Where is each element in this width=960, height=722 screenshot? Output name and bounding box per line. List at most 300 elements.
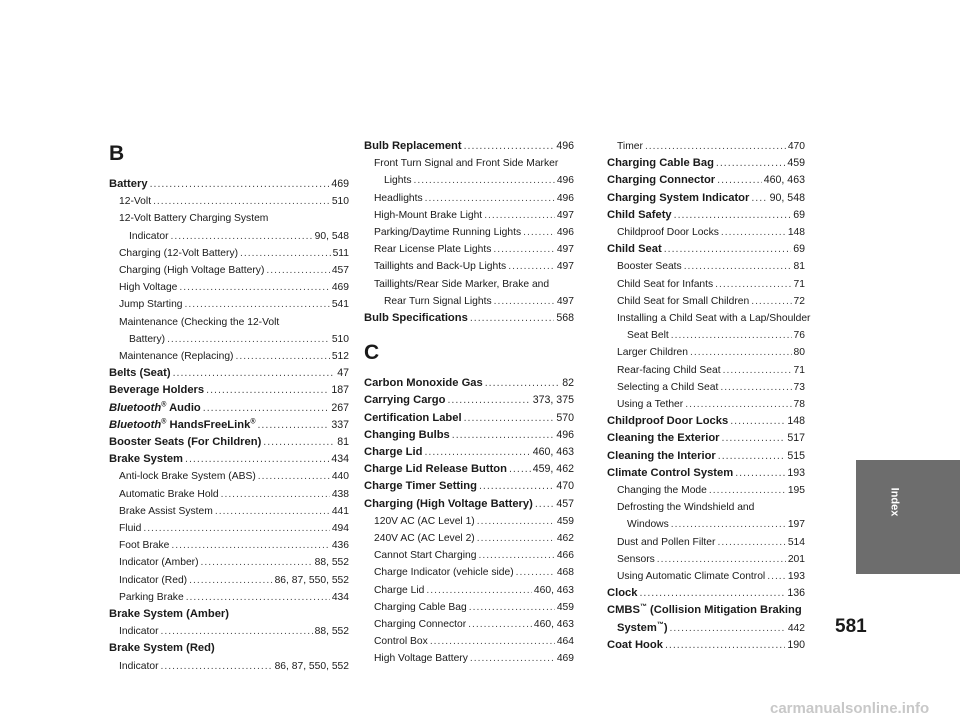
index-entry[interactable] bbox=[607, 190, 805, 207]
index-entry[interactable] bbox=[607, 293, 805, 310]
index-entry[interactable] bbox=[364, 461, 574, 478]
index-entry-pages[interactable]: 460, 463 bbox=[533, 584, 574, 596]
index-entry-pages[interactable]: 90, 548 bbox=[769, 191, 805, 204]
index-entry[interactable] bbox=[364, 582, 574, 599]
index-entry-term: High Voltage bbox=[119, 282, 178, 294]
dot-leader bbox=[469, 599, 555, 616]
index-entry-term: Seat Belt bbox=[627, 330, 669, 342]
index-entry[interactable] bbox=[109, 468, 349, 485]
dot-leader bbox=[751, 190, 767, 207]
index-entry-term: Clock bbox=[607, 587, 638, 600]
index-entry-term: Childproof Door Locks bbox=[607, 415, 729, 428]
index-entry-pages[interactable]: 512 bbox=[331, 351, 349, 363]
index-entry[interactable] bbox=[364, 564, 574, 581]
index-entry-pages[interactable]: 440 bbox=[331, 471, 349, 483]
dot-leader bbox=[721, 224, 786, 241]
dot-leader bbox=[161, 658, 273, 675]
index-entry-pages[interactable]: 193 bbox=[787, 571, 805, 583]
dot-leader bbox=[464, 410, 555, 427]
index-entry-term: Child Safety bbox=[607, 208, 672, 221]
dot-leader bbox=[173, 365, 336, 382]
index-entry-pages[interactable]: 515 bbox=[787, 449, 805, 462]
dot-leader bbox=[215, 503, 330, 520]
index-heading: Brake System (Red) bbox=[109, 642, 215, 655]
index-entry-pages[interactable]: 72 bbox=[793, 295, 805, 307]
index-entry-term: Carrying Cargo bbox=[364, 394, 446, 407]
index-entry-term: Beverage Holders bbox=[109, 384, 205, 397]
index-entry-pages[interactable]: 459 bbox=[556, 601, 574, 613]
index-entry-pages[interactable]: 190 bbox=[787, 638, 805, 651]
index-entry[interactable] bbox=[364, 224, 574, 241]
dot-leader bbox=[671, 516, 786, 533]
index-entry-term: Dust and Pollen Filter bbox=[617, 536, 716, 548]
index-entry[interactable] bbox=[607, 379, 805, 396]
index-entry[interactable] bbox=[364, 241, 574, 258]
index-entry-term: Charge Timer Setting bbox=[364, 480, 477, 493]
index-entry-pages[interactable]: 88, 552 bbox=[314, 557, 349, 569]
index-entry-term: Control Box bbox=[374, 636, 428, 648]
index-entry-pages[interactable]: 469 bbox=[556, 653, 574, 665]
index-entry[interactable] bbox=[607, 207, 805, 224]
dot-leader bbox=[690, 344, 792, 361]
index-entry-pages[interactable]: 470 bbox=[787, 141, 805, 152]
index-heading: Brake System (Amber) bbox=[109, 608, 230, 621]
index-entry[interactable] bbox=[109, 331, 349, 348]
dot-leader bbox=[221, 486, 330, 503]
index-entry-continued: 12-Volt Battery Charging System bbox=[119, 213, 269, 225]
index-entry-continued: Defrosting the Windshield and bbox=[617, 502, 755, 514]
dot-leader bbox=[718, 448, 786, 465]
index-entry[interactable] bbox=[364, 650, 574, 667]
index-entry[interactable] bbox=[607, 362, 805, 379]
index-entry[interactable] bbox=[109, 245, 349, 262]
index-entry[interactable] bbox=[607, 138, 805, 155]
index-entry-pages[interactable]: 511 bbox=[332, 247, 349, 259]
dot-leader bbox=[717, 172, 762, 189]
index-entry-term: System™) bbox=[617, 620, 668, 634]
index-entry[interactable] bbox=[607, 551, 805, 568]
index-entry[interactable] bbox=[364, 444, 574, 461]
index-side-tab[interactable] bbox=[856, 460, 960, 574]
dot-leader bbox=[470, 310, 555, 327]
index-entry-pages[interactable]: 90, 548 bbox=[314, 230, 349, 242]
index-entry-term: Certification Label bbox=[364, 411, 462, 424]
index-entry-term: Larger Children bbox=[617, 347, 688, 359]
index-entry-term: Childproof Door Locks bbox=[617, 227, 719, 239]
dot-leader bbox=[425, 190, 555, 207]
index-entry[interactable] bbox=[364, 392, 574, 409]
index-entry[interactable] bbox=[109, 623, 349, 640]
index-entry-term: Indicator (Amber) bbox=[119, 557, 199, 569]
index-entry-continued: CMBS™ (Collision Mitigation Braking bbox=[607, 603, 802, 617]
index-entry-pages[interactable]: 197 bbox=[787, 519, 805, 531]
index-entry-pages[interactable]: 78 bbox=[793, 399, 805, 411]
dot-leader bbox=[143, 520, 329, 537]
page-number: 581 bbox=[835, 616, 867, 637]
index-entry-term: Battery) bbox=[129, 333, 166, 345]
index-entry-term: Climate Control System bbox=[607, 466, 734, 479]
dot-leader bbox=[426, 582, 532, 599]
index-entry[interactable] bbox=[109, 503, 349, 520]
index-entry-pages[interactable]: 73 bbox=[793, 381, 805, 393]
index-entry[interactable] bbox=[109, 176, 349, 193]
index-entry-pages[interactable]: 187 bbox=[331, 384, 349, 397]
dot-leader bbox=[430, 633, 555, 650]
index-entry-pages[interactable]: 441 bbox=[331, 505, 349, 517]
index-entry-term: Charging Cable Bag bbox=[607, 157, 714, 170]
index-entry[interactable] bbox=[607, 448, 805, 465]
index-entry-pages[interactable]: 468 bbox=[556, 567, 574, 579]
index-entry-term: Bulb Replacement bbox=[364, 140, 462, 152]
index-entry-pages[interactable]: 470 bbox=[556, 480, 574, 493]
dot-leader bbox=[709, 482, 786, 499]
dot-leader bbox=[723, 362, 792, 379]
index-entry-pages[interactable]: 497 bbox=[556, 244, 574, 256]
dot-leader bbox=[266, 262, 329, 279]
index-entry[interactable] bbox=[607, 430, 805, 447]
index-entry[interactable] bbox=[109, 572, 349, 589]
index-entry-pages[interactable]: 570 bbox=[556, 411, 574, 424]
index-entry-pages[interactable]: 337 bbox=[331, 418, 349, 431]
index-entry-term: Charging (High Voltage Battery) bbox=[364, 497, 533, 510]
index-entry[interactable] bbox=[607, 637, 805, 654]
index-entry[interactable] bbox=[364, 496, 574, 513]
index-entry-pages[interactable]: 442 bbox=[787, 622, 805, 634]
index-entry[interactable] bbox=[364, 547, 574, 564]
index-entry-term: Parking Brake bbox=[119, 591, 184, 603]
index-entry-pages[interactable]: 436 bbox=[331, 540, 349, 552]
dot-leader bbox=[716, 155, 785, 172]
index-entry[interactable] bbox=[607, 276, 805, 293]
index-entry-pages[interactable]: 517 bbox=[787, 432, 805, 445]
index-entry-term: Anti-lock Brake System (ABS) bbox=[119, 471, 256, 483]
index-entry-term: Bluetooth® Audio bbox=[109, 400, 201, 414]
index-entry[interactable] bbox=[607, 396, 805, 413]
index-entry[interactable] bbox=[109, 400, 349, 417]
index-entry-term: Rear Turn Signal Lights bbox=[384, 295, 492, 307]
index-entry[interactable] bbox=[109, 193, 349, 210]
dot-leader bbox=[189, 572, 272, 589]
index-entry-pages[interactable]: 71 bbox=[793, 364, 805, 376]
index-entry-term: Charge Lid Release Button bbox=[364, 463, 507, 476]
index-entry[interactable] bbox=[607, 465, 805, 482]
index-entry-term: Charging Connector bbox=[607, 174, 716, 187]
index-entry-term: Bulb Specifications bbox=[364, 312, 468, 325]
index-list bbox=[607, 138, 811, 654]
dot-leader bbox=[508, 258, 555, 275]
dot-leader bbox=[735, 465, 785, 482]
index-entry-pages[interactable]: 469 bbox=[331, 282, 349, 294]
index-entry[interactable] bbox=[109, 348, 349, 365]
index-entry[interactable] bbox=[109, 589, 349, 606]
index-entry-term: Changing Bulbs bbox=[364, 428, 450, 441]
index-column-3 bbox=[607, 138, 811, 654]
index-entry-term: Brake Assist System bbox=[119, 505, 213, 517]
index-entry-pages[interactable]: 541 bbox=[331, 299, 349, 311]
index-entry-continued: Installing a Child Seat with a Lap/Shoulder bbox=[617, 313, 811, 325]
index-entry-pages[interactable]: 459 bbox=[787, 157, 805, 170]
index-entry-term: Bluetooth® HandsFreeLink® bbox=[109, 418, 256, 431]
index-entry-pages[interactable]: 193 bbox=[787, 466, 805, 479]
dot-leader bbox=[523, 224, 555, 241]
index-entry[interactable] bbox=[109, 451, 349, 468]
index-entry-term: Charging Cable Bag bbox=[374, 601, 467, 613]
index-entry-pages[interactable]: 464 bbox=[556, 636, 574, 648]
index-entry-pages[interactable]: 267 bbox=[331, 401, 349, 414]
dot-leader bbox=[413, 172, 554, 189]
dot-leader bbox=[516, 564, 555, 581]
dot-leader bbox=[424, 444, 530, 461]
index-entry[interactable] bbox=[109, 554, 349, 571]
dot-leader bbox=[167, 331, 330, 348]
index-entry-term: High Voltage Battery bbox=[374, 653, 468, 665]
index-entry-term: Parking/Daytime Running Lights bbox=[374, 227, 522, 239]
index-entry-pages[interactable]: 47 bbox=[337, 367, 349, 380]
index-entry-term: Using a Tether bbox=[617, 399, 684, 411]
watermark: carmanualsonline.info bbox=[770, 700, 930, 717]
dot-leader bbox=[674, 207, 792, 224]
index-entry-pages[interactable]: 459, 462 bbox=[532, 463, 574, 476]
index-entry-pages[interactable]: 496 bbox=[556, 227, 574, 239]
index-entry[interactable] bbox=[364, 207, 574, 224]
dot-leader bbox=[468, 616, 532, 633]
index-entry-pages[interactable]: 81 bbox=[793, 261, 805, 273]
index-entry[interactable] bbox=[607, 568, 805, 585]
dot-leader bbox=[657, 551, 786, 568]
index-entry[interactable] bbox=[607, 155, 805, 172]
index-entry-pages[interactable]: 136 bbox=[787, 587, 805, 600]
index-entry-pages[interactable]: 510 bbox=[331, 333, 349, 345]
dot-leader bbox=[535, 496, 554, 513]
index-entry[interactable] bbox=[364, 530, 574, 547]
dot-leader bbox=[171, 228, 313, 245]
index-entry-pages[interactable]: 568 bbox=[556, 312, 574, 325]
index-entry-term: Belts (Seat) bbox=[109, 367, 171, 380]
index-entry-pages[interactable]: 434 bbox=[331, 453, 349, 466]
index-entry-term: Timer bbox=[617, 141, 643, 152]
dot-leader bbox=[258, 468, 330, 485]
index-entry-term: Charging (High Voltage Battery) bbox=[119, 265, 265, 277]
index-entry-term: Rear License Plate Lights bbox=[374, 244, 492, 256]
index-entry-pages[interactable]: 69 bbox=[793, 243, 805, 256]
index-entry-term: Charging System Indicator bbox=[607, 191, 750, 204]
index-entry-pages[interactable]: 514 bbox=[787, 536, 805, 548]
index-entry-pages[interactable]: 88, 552 bbox=[314, 626, 349, 638]
index-entry-term: Child Seat bbox=[607, 243, 662, 256]
index-entry-pages[interactable]: 496 bbox=[556, 140, 574, 152]
index-entry-pages[interactable]: 460, 463 bbox=[533, 619, 574, 631]
dot-leader bbox=[240, 245, 331, 262]
index-entry[interactable] bbox=[109, 658, 349, 675]
index-entry-term: Indicator bbox=[119, 626, 159, 638]
index-entry-term: Cleaning the Interior bbox=[607, 449, 716, 462]
index-entry-pages[interactable]: 80 bbox=[793, 347, 805, 359]
index-entry-pages[interactable]: 459 bbox=[556, 515, 574, 527]
index-entry-pages[interactable]: 496 bbox=[556, 428, 574, 441]
index-entry-pages[interactable]: 494 bbox=[331, 523, 349, 535]
index-entry-continued: Maintenance (Checking the 12-Volt bbox=[119, 316, 280, 328]
side-tab-label: Index bbox=[888, 487, 901, 517]
index-entry[interactable] bbox=[607, 172, 805, 189]
index-entry-pages[interactable]: 76 bbox=[793, 330, 805, 342]
index-entry[interactable] bbox=[109, 382, 349, 399]
dot-leader bbox=[484, 207, 555, 224]
index-entry-continued: Taillights/Rear Side Marker, Brake and bbox=[374, 278, 550, 290]
index-entry-pages[interactable]: 469 bbox=[331, 178, 349, 190]
index-entry[interactable] bbox=[364, 633, 574, 650]
index-entry[interactable] bbox=[364, 310, 574, 327]
index-entry-pages[interactable]: 69 bbox=[793, 208, 805, 221]
dot-leader bbox=[263, 434, 335, 451]
index-entry-pages[interactable]: 86, 87, 550, 552 bbox=[274, 574, 349, 586]
index-entry-term: Indicator (Red) bbox=[119, 574, 188, 586]
index-entry-pages[interactable]: 82 bbox=[562, 377, 574, 390]
index-entry-pages[interactable]: 86, 87, 550, 552 bbox=[274, 660, 349, 672]
index-entry[interactable] bbox=[607, 585, 805, 602]
index-list bbox=[364, 375, 574, 667]
index-entry[interactable] bbox=[109, 262, 349, 279]
index-entry[interactable] bbox=[364, 599, 574, 616]
index-entry[interactable] bbox=[364, 427, 574, 444]
index-entry-term: Charging (12-Volt Battery) bbox=[119, 247, 239, 259]
index-entry-pages[interactable]: 497 bbox=[556, 295, 574, 307]
index-entry[interactable] bbox=[109, 296, 349, 313]
dot-leader bbox=[464, 138, 555, 155]
index-entry[interactable] bbox=[109, 365, 349, 382]
dot-leader bbox=[751, 293, 791, 310]
dot-leader bbox=[494, 293, 555, 310]
dot-leader bbox=[639, 585, 785, 602]
dot-leader bbox=[478, 547, 554, 564]
index-entry-term: Coat Hook bbox=[607, 638, 663, 651]
index-entry[interactable] bbox=[109, 537, 349, 554]
index-entry-pages[interactable]: 201 bbox=[787, 553, 805, 565]
index-entry-pages[interactable]: 373, 375 bbox=[532, 394, 574, 407]
index-entry[interactable] bbox=[607, 516, 805, 533]
index-entry[interactable] bbox=[607, 241, 805, 258]
index-entry-pages[interactable]: 71 bbox=[793, 278, 805, 290]
index-entry[interactable] bbox=[607, 327, 805, 344]
index-entry[interactable] bbox=[607, 482, 805, 499]
dot-leader bbox=[452, 427, 555, 444]
index-entry[interactable] bbox=[109, 228, 349, 245]
index-entry-term: Foot Brake bbox=[119, 540, 170, 552]
dot-leader bbox=[153, 193, 330, 210]
dot-leader bbox=[447, 392, 530, 409]
dot-leader bbox=[684, 258, 792, 275]
index-column-2 bbox=[364, 138, 574, 668]
index-entry-term: Rear-facing Child Seat bbox=[617, 364, 721, 376]
dot-leader bbox=[477, 530, 555, 547]
index-entry[interactable] bbox=[109, 486, 349, 503]
index-entry-pages[interactable]: 148 bbox=[787, 227, 805, 239]
index-entry-term: High-Mount Brake Light bbox=[374, 209, 483, 221]
index-entry-term: Changing the Mode bbox=[617, 485, 707, 497]
dot-leader bbox=[485, 375, 560, 392]
dot-leader bbox=[185, 451, 329, 468]
index-list bbox=[109, 176, 349, 675]
index-entry-term: Charge Lid bbox=[374, 584, 425, 596]
index-entry[interactable] bbox=[364, 258, 574, 275]
index-entry[interactable] bbox=[364, 375, 574, 392]
index-entry-pages[interactable]: 497 bbox=[556, 209, 574, 221]
index-entry-pages[interactable]: 496 bbox=[556, 175, 574, 187]
index-entry-term: Jump Starting bbox=[119, 299, 183, 311]
index-entry[interactable] bbox=[109, 417, 349, 434]
index-entry-term: Selecting a Child Seat bbox=[617, 381, 719, 393]
index-entry[interactable] bbox=[607, 534, 805, 551]
index-entry-pages[interactable]: 466 bbox=[556, 550, 574, 562]
index-entry-term: Taillights and Back-Up Lights bbox=[374, 261, 507, 273]
index-entry-term: Maintenance (Replacing) bbox=[119, 351, 234, 363]
index-entry-term: Sensors bbox=[617, 553, 655, 565]
dot-leader bbox=[257, 417, 329, 434]
index-entry[interactable] bbox=[607, 344, 805, 361]
section-letter-c: C bbox=[364, 341, 380, 365]
index-entry-pages[interactable]: 434 bbox=[331, 591, 349, 603]
dot-leader bbox=[722, 430, 786, 447]
index-entry-pages[interactable]: 81 bbox=[337, 436, 349, 449]
index-entry[interactable] bbox=[607, 413, 805, 430]
index-entry-pages[interactable]: 460, 463 bbox=[763, 174, 805, 187]
index-entry[interactable] bbox=[607, 258, 805, 275]
index-entry-term: Fluid bbox=[119, 523, 142, 535]
index-entry[interactable] bbox=[364, 293, 574, 310]
index-entry[interactable] bbox=[109, 434, 349, 451]
index-entry-pages[interactable]: 457 bbox=[331, 265, 349, 277]
index-entry[interactable] bbox=[364, 138, 574, 155]
index-entry-pages[interactable]: 462 bbox=[556, 533, 574, 545]
index-entry-pages[interactable]: 457 bbox=[556, 497, 574, 510]
dot-leader bbox=[477, 513, 555, 530]
index-entry[interactable] bbox=[364, 513, 574, 530]
dot-leader bbox=[671, 327, 792, 344]
index-entry-term: 12-Volt bbox=[119, 196, 152, 208]
dot-leader bbox=[509, 461, 531, 478]
dot-leader bbox=[235, 348, 329, 365]
index-entry[interactable] bbox=[364, 190, 574, 207]
index-entry[interactable] bbox=[364, 172, 574, 189]
index-entry[interactable] bbox=[364, 616, 574, 633]
index-entry[interactable] bbox=[607, 620, 805, 637]
dot-leader bbox=[645, 138, 786, 155]
index-entry-pages[interactable]: 510 bbox=[331, 196, 349, 208]
index-entry-term: Cannot Start Charging bbox=[374, 550, 477, 562]
index-entry[interactable] bbox=[109, 520, 349, 537]
index-entry[interactable] bbox=[364, 478, 574, 495]
dot-leader bbox=[664, 241, 792, 258]
index-entry-pages[interactable]: 148 bbox=[787, 415, 805, 428]
index-entry-term: Cleaning the Exterior bbox=[607, 432, 720, 445]
dot-leader bbox=[203, 400, 330, 417]
index-entry-term: Charge Lid bbox=[364, 446, 423, 459]
index-entry[interactable] bbox=[364, 410, 574, 427]
index-entry-pages[interactable]: 438 bbox=[331, 488, 349, 500]
dot-leader bbox=[715, 276, 791, 293]
index-entry-pages[interactable]: 497 bbox=[556, 261, 574, 273]
index-entry-pages[interactable]: 460, 463 bbox=[532, 446, 574, 459]
index-entry-pages[interactable]: 195 bbox=[787, 485, 805, 497]
dot-leader bbox=[685, 396, 791, 413]
index-entry-term: Lights bbox=[384, 175, 412, 187]
dot-leader bbox=[720, 379, 791, 396]
index-entry[interactable] bbox=[607, 224, 805, 241]
index-entry[interactable] bbox=[109, 279, 349, 296]
dot-leader bbox=[493, 241, 554, 258]
index-entry-term: Carbon Monoxide Gas bbox=[364, 377, 483, 390]
index-entry-term: Child Seat for Small Children bbox=[617, 295, 750, 307]
index-entry-pages[interactable]: 496 bbox=[556, 192, 574, 204]
